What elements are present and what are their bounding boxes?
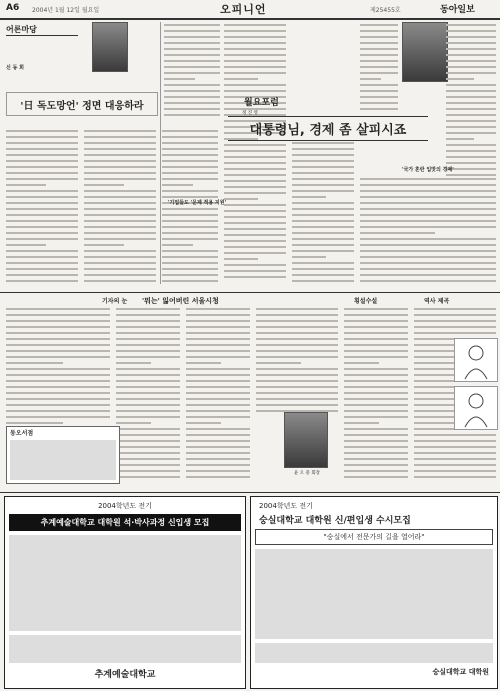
- column-title-reporter: 기자의 눈: [102, 298, 128, 305]
- column-label: [6, 24, 78, 36]
- ad-soongsil-year: 2004학년도 전기: [259, 502, 313, 510]
- left-body-a: [6, 128, 78, 283]
- forum-label: 월요포럼: [244, 98, 279, 108]
- mid-body-b: [116, 306, 180, 484]
- forum-body-mid: [292, 140, 354, 284]
- column-title-seoul: '뭐는' 잃어버린 서울시청: [142, 297, 219, 305]
- forum-body-top: [360, 22, 398, 112]
- books-ad: [6, 426, 120, 484]
- ad-soongsil-notes: [255, 643, 493, 663]
- forum-headline: 대통령님, 경제 좀 살피시죠: [249, 123, 407, 138]
- column-label-text: 어론마당: [6, 24, 78, 36]
- left-title: '日 독도망언' 정면 대응하라: [20, 100, 144, 112]
- divider: [0, 492, 500, 493]
- divider: [160, 22, 161, 284]
- mid-body-e: [344, 306, 408, 484]
- forum-body-right-top: [446, 22, 496, 182]
- cartoon-panel: [454, 386, 498, 430]
- ad-chugye-title: 추계예술대학교 대학원 석·박사과정 신입생 모집: [9, 514, 241, 531]
- forum-author: 정 진 영: [242, 111, 258, 116]
- ad-soongsil-table: [255, 549, 493, 639]
- mid-body-c: [186, 306, 250, 484]
- column-title-history: 역사 제곡: [424, 298, 450, 305]
- cartoon-panel: [454, 338, 498, 382]
- left-body-b: [84, 128, 156, 283]
- page-number: A6: [6, 3, 20, 13]
- ad-chugye: [4, 496, 246, 689]
- ad-soongsil-footer: 숭실대학교 대학원: [432, 668, 489, 676]
- ad-chugye-table: [9, 535, 241, 631]
- ad-chugye-footer: 추계예술대학교: [94, 670, 156, 680]
- page-header: [0, 0, 500, 20]
- column-title-commentary: 횡설수설: [354, 298, 378, 305]
- left-author: 신 동 희: [6, 65, 24, 71]
- section-title: 오피니언: [220, 3, 267, 16]
- forum-mid-subhead: '기업들도 '문제 적용 지원': [168, 200, 227, 206]
- issue-number: 제25455호: [370, 7, 401, 14]
- forum-subhead: '국가 혼란 입맛의 경제': [402, 167, 454, 173]
- center-body-top: [164, 22, 220, 122]
- forum-headline-box: [228, 116, 428, 141]
- left-author-photo: [92, 22, 128, 72]
- issue-date: 2004년 1월 12일 월요일: [32, 7, 100, 14]
- mid-body-d: [256, 306, 338, 416]
- ad-soongsil-title: 숭실대학교 대학원 신/편입생 수시모집: [259, 516, 411, 526]
- cartoon-figure-icon: [455, 339, 497, 381]
- cartoon-figure-icon: [455, 387, 497, 429]
- forum-body-right: [360, 176, 496, 284]
- cartoon-byline: 윤 오 중 회장: [294, 471, 321, 476]
- cartoon-photo: [284, 412, 328, 468]
- paper-name: 동아일보: [440, 5, 475, 15]
- ad-soongsil-slogan: "숭실에서 전문가의 길을 열어라": [255, 529, 493, 545]
- left-title-box: [6, 92, 158, 116]
- forum-body-left: [224, 22, 286, 284]
- ad-chugye-notes: [9, 635, 241, 663]
- forum-author-photo: [402, 22, 448, 82]
- ad-chugye-year: 2004학년도 전기: [98, 502, 152, 510]
- books-ad-title: 동오서점: [10, 430, 34, 437]
- ad-soongsil: [250, 496, 498, 689]
- divider: [0, 292, 500, 293]
- books-ad-body: [10, 440, 116, 480]
